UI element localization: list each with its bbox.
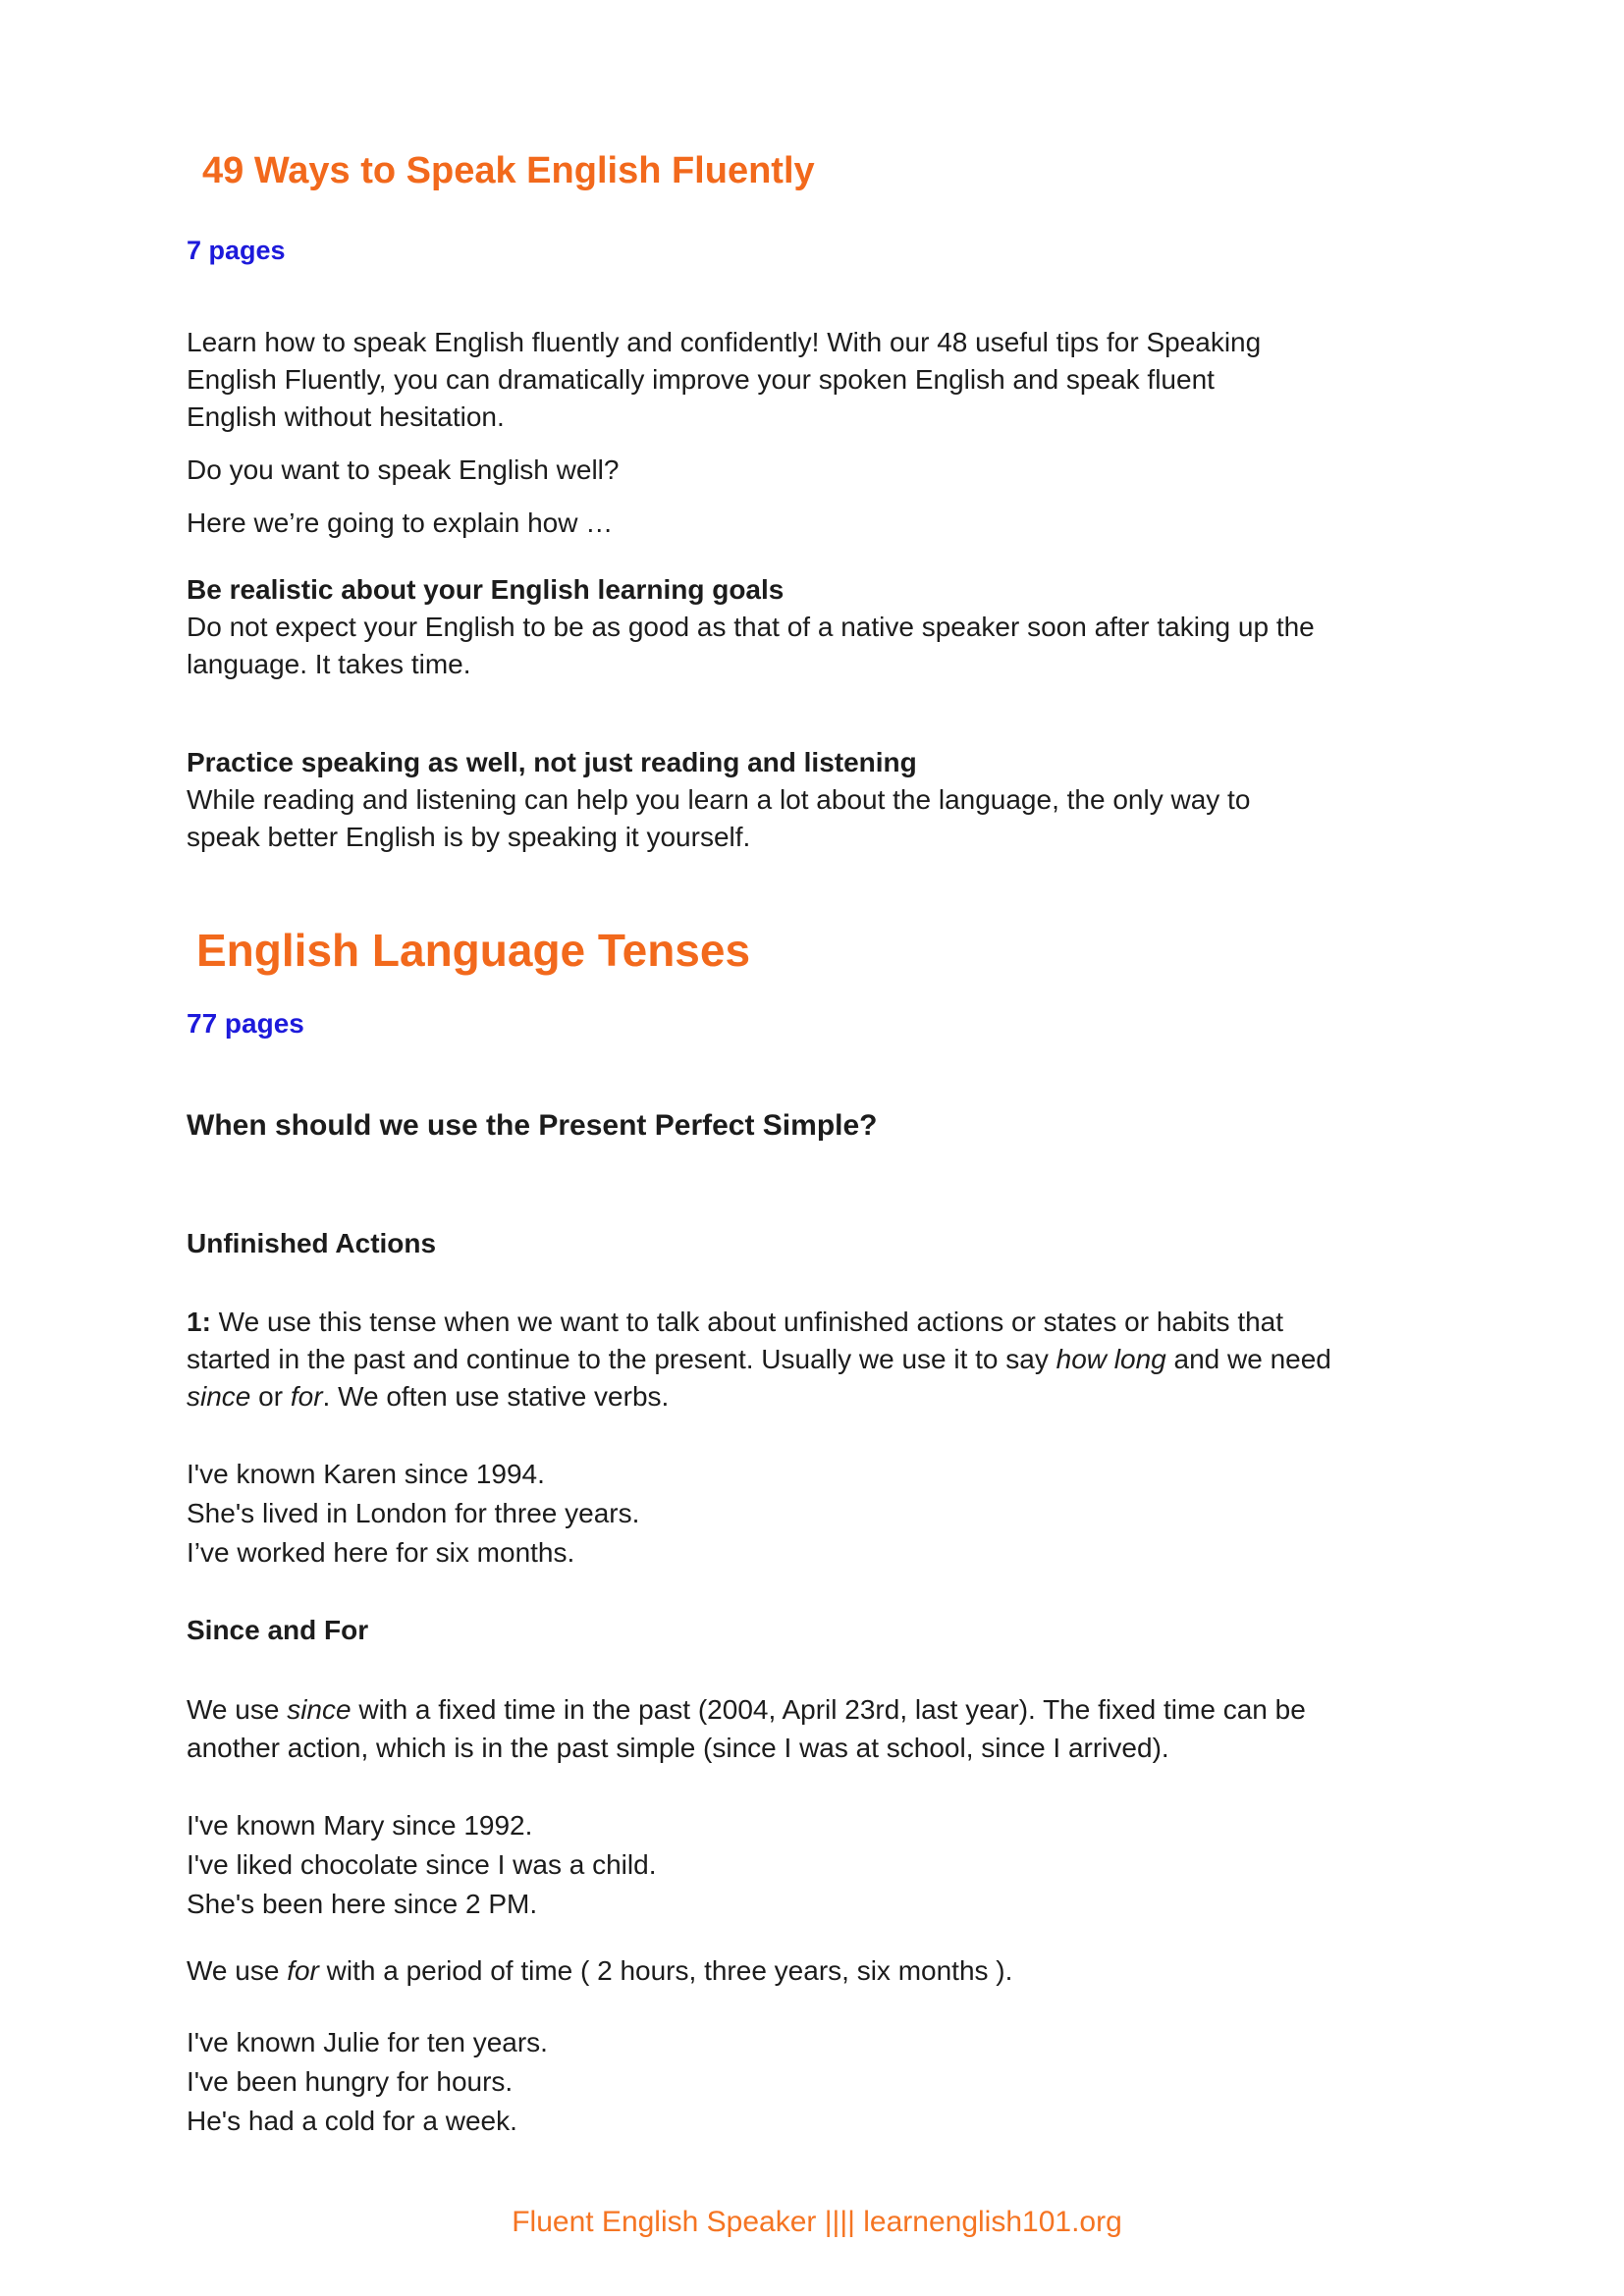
text-line: I've known Karen since 1994. bbox=[187, 1459, 545, 1489]
text-line: speak better English is by speaking it yourself. bbox=[187, 822, 751, 852]
unfinished-actions-rule bbox=[187, 1304, 1443, 1415]
since-examples bbox=[187, 1806, 1443, 1924]
tip-body bbox=[187, 609, 1443, 683]
text-line: I've liked chocolate since I was a child. bbox=[187, 1849, 657, 1880]
section-speaking-fluently bbox=[187, 147, 1447, 856]
text-line: She's been here since 2 PM. bbox=[187, 1889, 538, 1919]
intro-paragraph bbox=[187, 324, 1443, 436]
tip-heading: Practice speaking as well, not just reading and listening bbox=[187, 747, 917, 777]
question-line: Do you want to speak English well? bbox=[187, 454, 620, 485]
tip-practice-speaking bbox=[187, 744, 1447, 856]
text-line: He's had a cold for a week. bbox=[187, 2106, 517, 2136]
text-line: We use for with a period of time ( 2 hours, three years, six months ). bbox=[187, 1955, 1013, 1986]
page-count-speaking: 7 pages bbox=[187, 236, 286, 265]
lead-in-line: Here we’re going to explain how … bbox=[187, 507, 614, 538]
section-title-speaking: 49 Ways to Speak English Fluently bbox=[202, 150, 815, 191]
tip-body bbox=[187, 781, 1443, 856]
unfinished-actions-examples bbox=[187, 1455, 1443, 1573]
text-line: started in the past and continue to the present. Usually we use it to say how long and we need bbox=[187, 1344, 1331, 1374]
for-rule bbox=[187, 1951, 1443, 1990]
text-line: language. It takes time. bbox=[187, 649, 471, 679]
tip-heading: Be realistic about your English learning goals bbox=[187, 574, 785, 605]
footer-branding: Fluent English Speaker |||| learnenglish101.org bbox=[512, 2206, 1122, 2238]
tip-realistic-goals bbox=[187, 571, 1447, 683]
page-count-tenses: 77 pages bbox=[187, 1008, 304, 1039]
text-line: English without hesitation. bbox=[187, 401, 505, 432]
text-line: 1: We use this tense when we want to talk about unfinished actions or states or habits that bbox=[187, 1307, 1284, 1337]
text-line: Do not expect your English to be as good as that of a native speaker soon after taking up the bbox=[187, 612, 1315, 642]
text-line: English Fluently, you can dramatically improve your spoken English and speak fluent bbox=[187, 364, 1215, 395]
text-line: While reading and listening can help you learn a lot about the language, the only way to bbox=[187, 784, 1251, 815]
text-line: I've known Mary since 1992. bbox=[187, 1810, 533, 1841]
section-title-tenses: English Language Tenses bbox=[196, 925, 751, 976]
for-examples bbox=[187, 2023, 1443, 2141]
text-line: another action, which is in the past simple (since I was at school, since I arrived). bbox=[187, 1733, 1169, 1763]
text-line: I've known Julie for ten years. bbox=[187, 2027, 548, 2057]
text-line: Learn how to speak English fluently and confidently! With our 48 useful tips for Speaking bbox=[187, 327, 1262, 357]
text-line: since or for. We often use stative verbs. bbox=[187, 1381, 670, 1412]
text-line: I’ve worked here for six months. bbox=[187, 1537, 575, 1568]
unfinished-actions-heading: Unfinished Actions bbox=[187, 1228, 437, 1258]
since-rule bbox=[187, 1690, 1443, 1767]
text-line: I've been hungry for hours. bbox=[187, 2066, 514, 2097]
present-perfect-question: When should we use the Present Perfect Simple? bbox=[187, 1109, 878, 1142]
section-tenses bbox=[187, 923, 1447, 2141]
text-line: We use since with a fixed time in the past (2004, April 23rd, last year). The fixed time can be bbox=[187, 1694, 1306, 1725]
text-line: She's lived in London for three years. bbox=[187, 1498, 640, 1528]
since-and-for-heading: Since and For bbox=[187, 1615, 369, 1645]
